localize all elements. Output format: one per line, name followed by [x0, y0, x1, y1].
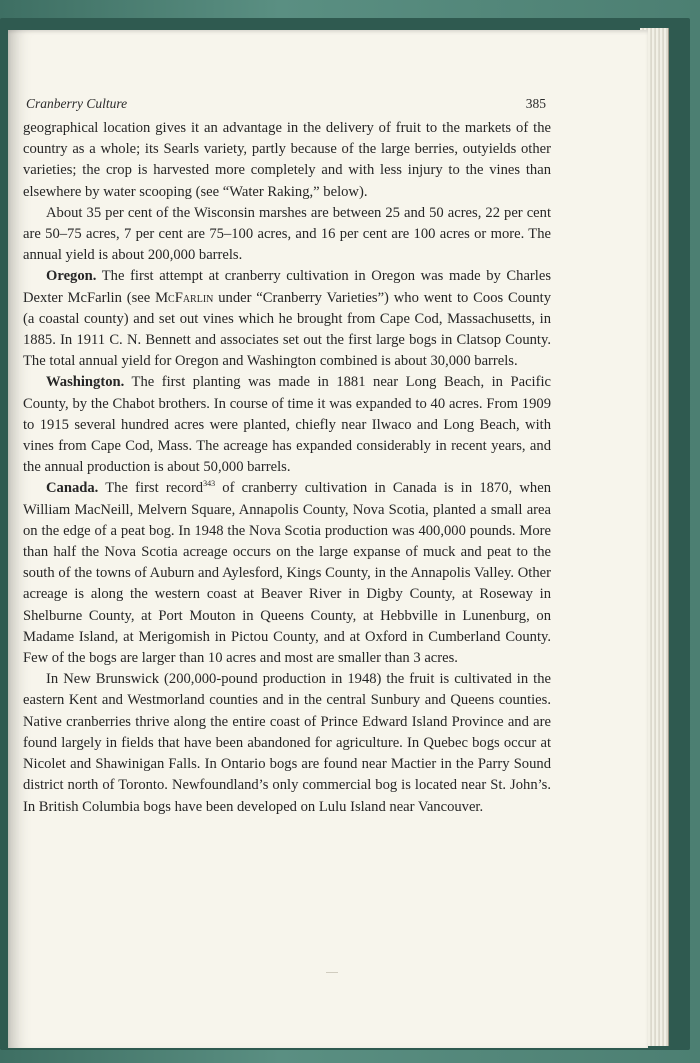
section-heading-washington: Washington.: [46, 374, 125, 391]
paragraph-new-brunswick: In New Brunswick (200,000-pound production in 1948) the fruit is cultivated in the eastern Kent and Westmorland counties and in the central Sunbury and Queens counties. Native cranberries thrive along the entire coast of Prince Edward Island Province and are found largely in fields that have been abandoned for agriculture. In Quebec bogs occur at Nicolet and Shawinigan Falls. In Ontario bogs are found near Mactier in the Parry Sound district north of Toronto. Newfoundland’s only commercial bog is located near St. John’s. In British Columbia bogs have been developed on Lulu Island near Vancouver.: [23, 671, 551, 815]
page-mark: [326, 972, 338, 973]
running-title: Cranberry Culture: [26, 96, 128, 111]
page-number: 385: [525, 96, 546, 111]
body-text: [23, 118, 551, 818]
running-head: [26, 96, 546, 112]
oregon-variety-ref: McFarlin: [155, 289, 214, 306]
paragraph-washington: [23, 372, 551, 478]
paragraph-canada: [23, 478, 551, 669]
footnote-ref: 343: [203, 479, 216, 489]
paragraph-continuation: geographical location gives it an advantage in the delivery of fruit to the markets of the country as a whole; its Searls variety, partly because of the large berries, outyields other varieties; the crop is harvested more completely and with less injury to the vines than elsewhere by water scooping (see “Water Raking,” below).: [23, 120, 551, 200]
oregon-text-b: under “Cranberry Varieties”) who went to Coos County (a coastal county) and set out vines which he brought from Cape Cod, Massachusetts, in 1885. In 1911 C. N. Bennett and associates set out the first large bogs in Clatsop County. The total annual yield for Oregon and Washington combined is about 30,000 barrels.: [23, 289, 551, 370]
canada-text-b: of cranberry cultivation in Canada is in 1870, when William MacNeill, Melvern Square, Annapolis County, Nova Scotia, planted a small area on the edge of a peat bog. In 1948 the Nova Scotia production was 400,000 pounds. More than half the Nova Scotia acreage occurs on the large expanse of muck and peat to the south of the towns of Auburn and Aylesford, Kings County, in the Annapolis Valley. Other acreage is along the western coast at Beaver River in Digby County, at Roseway in Shelburne County, at Port Mouton in Queens County, at Hebbville in Lunenburg, on Madame Island, at Merigomish in Pictou County, and at Oxford in Cumberland County. Few of the bogs are larger than 10 acres and most are smaller than 3 acres.: [23, 480, 551, 667]
canada-text-a: The first record: [98, 480, 204, 497]
section-heading-canada: Canada.: [46, 480, 99, 497]
paragraph-oregon: [23, 266, 551, 372]
washington-text: The first planting was made in 1881 near Long Beach, in Pacific County, by the Chabot brothers. In course of time it was expanded to 40 acres. From 1909 to 1915 several hundred acres were planted, chiefly near Ilwaco and Long Beach, with vines from Cape Cod, Mass. The acreage has expanded considerably in recent years, and the annual production is about 50,000 barrels.: [23, 374, 551, 476]
oregon-text-a: The first attempt at cranberry cultivation in Oregon was made by Charles Dexter McFarlin (see: [23, 268, 551, 306]
section-heading-oregon: Oregon.: [46, 268, 97, 285]
book-page: [8, 30, 648, 1048]
paragraph-wisconsin: About 35 per cent of the Wisconsin marshes are between 25 and 50 acres, 22 per cent are 50–75 acres, 7 per cent are 75–100 acres, and 16 per cent are 100 acres or more. The annual yield is about 200,000 barrels.: [23, 204, 551, 264]
